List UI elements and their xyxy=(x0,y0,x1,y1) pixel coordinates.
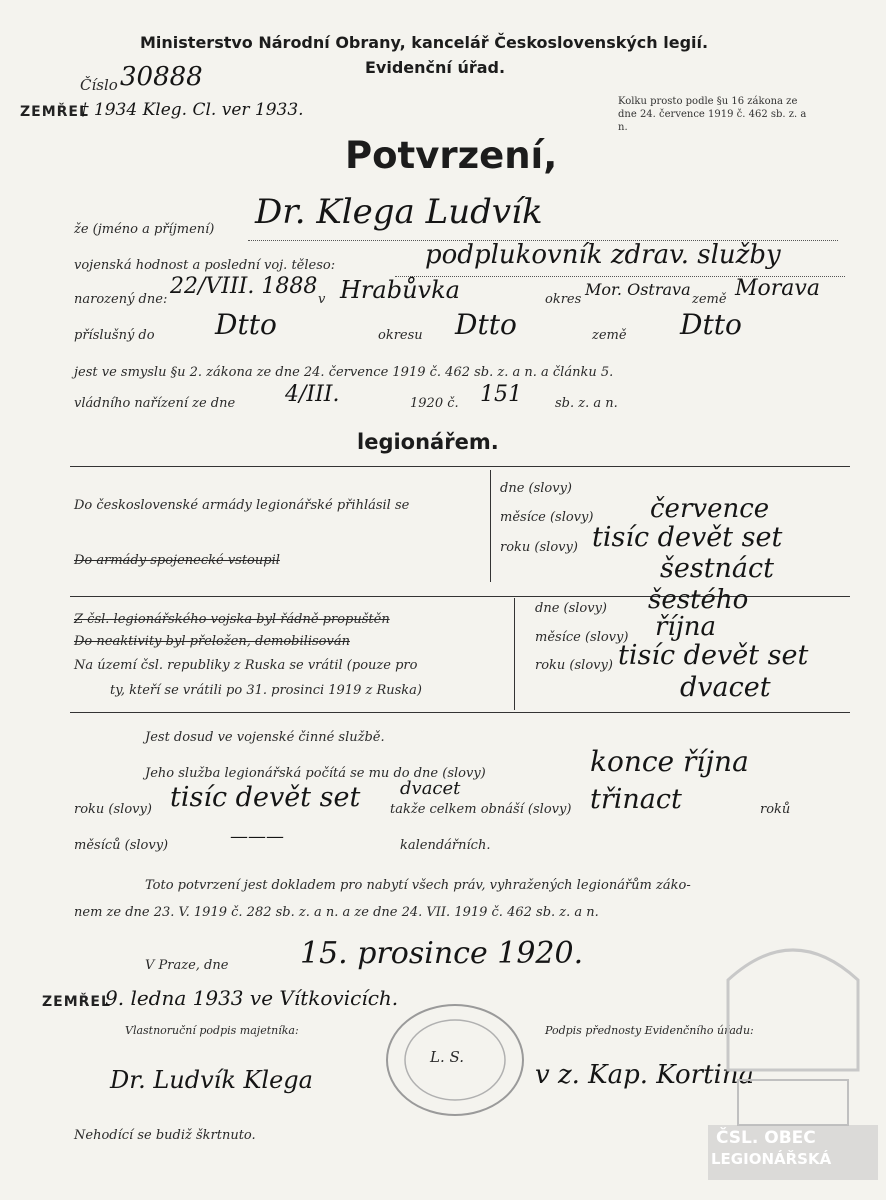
service-roku-value: tisíc devět set xyxy=(170,782,361,813)
law-decree-date: 4/III. xyxy=(285,382,340,407)
section2-month-label: měsíce (slovy) xyxy=(535,630,629,645)
section1-year-value-2: šestnáct xyxy=(660,553,774,584)
section1-text: Do československé armády legionářské přihlásil se xyxy=(74,498,410,513)
section2-year-value-2: dvacet xyxy=(680,672,771,703)
section2-text-2: ty, kteří se vrátili po 31. prosinci 1919 z Ruska) xyxy=(110,683,422,698)
stamp-duty-note: Kolku prosto podle §u 16 zákona ze dne 24. července 1919 č. 462 sb. z. a n. xyxy=(618,96,807,133)
died-note-top: † 1934 Kleg. Cl. ver 1933. xyxy=(80,100,304,120)
born-label: narozený dne: xyxy=(74,292,168,307)
chair-signature-label: Podpis přednosty Evidenčního úřadu: xyxy=(545,1024,754,1037)
ministry-heading: Ministerstvo Národní Obrany, kancelář Československých legií. xyxy=(140,33,709,52)
service-counted-label: Jeho služba legionářská počítá se mu do dne (slovy) xyxy=(145,766,486,781)
prislusny-value: Dtto xyxy=(215,308,277,341)
section1-strike: Do armády spojenecké vstoupil xyxy=(74,553,280,568)
section2-strike-2: Do neaktivity byl přeložen, demobilisován xyxy=(74,634,350,649)
born-place: Hrabůvka xyxy=(340,276,460,304)
law-line-2-post: sb. z. a n. xyxy=(555,396,618,411)
section2-year-value: tisíc devět set xyxy=(618,640,809,671)
watermark-line-1: ČSL. OBEC xyxy=(716,1128,816,1148)
born-v: v xyxy=(318,292,326,307)
section1-day-label: dne (slovy) xyxy=(500,481,573,496)
born-okres: Mor. Ostrava xyxy=(585,280,691,299)
section2-day-value: šestého xyxy=(648,585,749,615)
section2-month-value: října xyxy=(655,612,717,642)
section2-text-1: Na území čsl. republiky z Ruska se vrátil (pouze pro xyxy=(74,658,418,673)
number-label: Číslo xyxy=(80,76,118,94)
prislusny-label: příslušný do xyxy=(74,328,155,343)
owner-signature-label: Vlastnoruční podpis majetníka: xyxy=(125,1024,299,1037)
section2-year-label: roku (slovy) xyxy=(535,658,613,673)
place-date-label: V Praze, dne xyxy=(145,958,229,973)
service-mesicu-value: ——— xyxy=(230,826,284,847)
section1-year-label: roku (slovy) xyxy=(500,540,578,555)
service-mesicu-label: měsíců (slovy) xyxy=(74,838,169,853)
okres2-label: okresu xyxy=(378,328,423,343)
service-active: Jest dosud ve vojenské činné službě. xyxy=(145,730,385,745)
zeme2-value: Dtto xyxy=(680,308,742,341)
name-label: že (jméno a příjmení) xyxy=(74,222,215,237)
section1-month-value: července xyxy=(650,494,770,524)
zeme2-label: země xyxy=(592,328,627,343)
zeme-label: země xyxy=(692,292,727,307)
place-date-value: 15. prosince 1920. xyxy=(300,936,584,971)
died-stamp-bottom: ZEMŘEL xyxy=(42,994,111,1010)
service-roku-label: roku (slovy) xyxy=(74,802,152,817)
section2-day-label: dne (slovy) xyxy=(535,601,608,616)
law-decree-number: 151 xyxy=(480,382,522,407)
number-value: 30888 xyxy=(120,62,203,92)
law-decree-year: 1920 č. xyxy=(410,396,459,411)
died-stamp-top: ZEMŘEL xyxy=(20,104,89,120)
service-total-value: třinact xyxy=(590,784,682,815)
proof-line-1: Toto potvrzení jest dokladem pro nabytí všech práv, vyhražených legionářům záko- xyxy=(145,878,691,893)
seal-text: L. S. xyxy=(430,1048,465,1066)
service-counted-value: konce října xyxy=(590,745,749,778)
service-takze: takže celkem obnáší (slovy) xyxy=(390,802,572,817)
okres-label: okres xyxy=(545,292,582,307)
rank-label: vojenská hodnost a poslední voj. těleso: xyxy=(74,258,336,273)
proof-line-2: nem ze dne 23. V. 1919 č. 282 sb. z. a n. a ze dne 24. VII. 1919 č. 462 sb. z. a n. xyxy=(74,905,599,920)
born-zeme: Morava xyxy=(735,276,820,301)
law-line-1: jest ve smyslu §u 2. zákona ze dne 24. července 1919 č. 462 sb. z. a n. a článku 5. xyxy=(74,365,614,380)
owner-signature: Dr. Ludvík Klega xyxy=(110,1066,313,1094)
died-note-bottom: 9. ledna 1933 ve Vítkovicích. xyxy=(105,986,399,1010)
chair-signature: v z. Kap. Kortina xyxy=(535,1060,755,1090)
name-value: Dr. Klega Ludvík xyxy=(255,192,543,232)
section2-strike-1: Z čsl. legionářského vojska byl řádně propuštěn xyxy=(74,612,390,627)
footnote: Nehodící se budiž škrtnuto. xyxy=(74,1128,256,1143)
section1-month-label: měsíce (slovy) xyxy=(500,510,594,525)
office-heading: Evidenční úřad. xyxy=(365,58,506,77)
section1-year-value: tisíc devět set xyxy=(592,522,783,553)
law-line-2-pre: vládního nařízení ze dne xyxy=(74,396,236,411)
rank-value: podplukovník zdrav. služby xyxy=(425,240,781,270)
legionar-heading: legionářem. xyxy=(357,430,499,454)
watermark-line-2: LEGIONÁŘSKÁ xyxy=(711,1150,832,1168)
born-date: 22/VIII. 1888 xyxy=(170,274,318,299)
service-kalendarnich: kalendářních. xyxy=(400,838,491,853)
service-roku-value-2: dvacet xyxy=(400,778,461,799)
okres2-value: Dtto xyxy=(455,308,517,341)
service-roku-2: roků xyxy=(760,802,791,817)
document-title: Potvrzení, xyxy=(345,134,558,177)
